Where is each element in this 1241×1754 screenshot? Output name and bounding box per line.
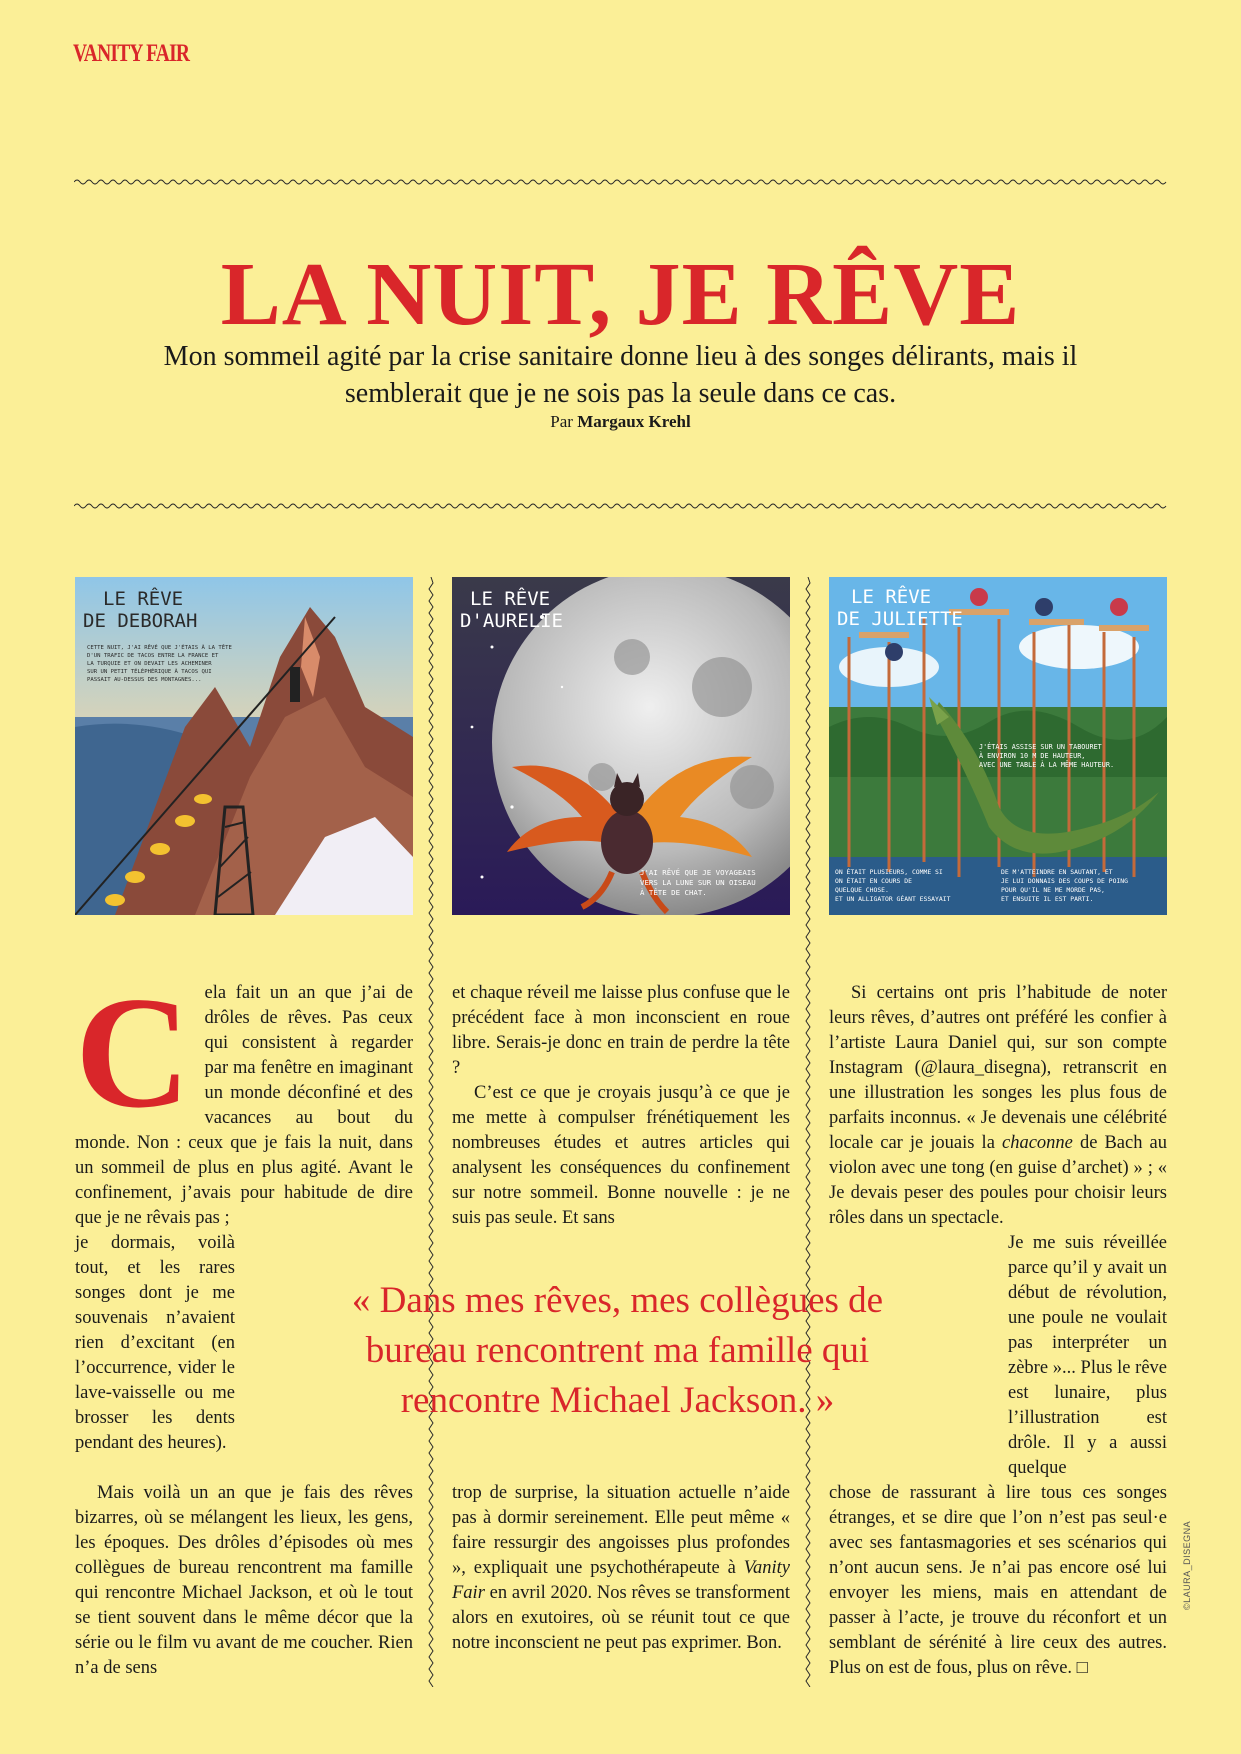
illus1-caption-line-1: CETTE NUIT, J'AI RÊVÉ QUE J'ÉTAIS À LA TÊTE	[87, 645, 232, 651]
illus1-caption-line-3: LA TURQUIE ET ON DEVAIT LES ACHEMINER	[87, 661, 212, 667]
column-divider-1	[428, 577, 434, 1687]
article-title: LA NUIT, JE RÊVE	[220, 245, 1021, 344]
column-2-bottom	[452, 1481, 790, 1656]
illus3-caption-right-line-4: ET ENSUITE IL EST PARTI.	[1001, 895, 1094, 903]
illus3-caption-right-line-1: DE M'ATTEINDRE EN SAUTANT, ET	[1001, 868, 1113, 876]
illus3-caption-left-line-1: ON ÉTAIT PLUSIEURS, COMME SI	[835, 868, 943, 876]
illus2-title-line1: LE RÊVE	[470, 588, 551, 610]
illus1-caption-line-2: D'UN TRAFIC DE TACOS ENTRE LA FRANCE ET	[87, 653, 219, 659]
col2-magazine-name: Vanity Fair	[452, 1558, 790, 1603]
top-wavy-rule	[74, 176, 1168, 188]
illus3-caption-left-line-3: QUELQUE CHOSE.	[835, 886, 889, 894]
col3-paragraph-2: chose de rassurant à lire tous ces songes étranges, et se dire que l’on n’est pas seul·e avec ses fantasmagories et ses scénarios qui n’ont aucun sens. Je n’ai pas encore osé lui envoyer les miens, mais en attendant de passer à l’acte, je trouve du réconfort et un semblant de sérénité à lire ceux des autres. Plus on est de fous, plus on rêve. □	[829, 1483, 1167, 1678]
column-3-wrap	[1008, 1231, 1167, 1481]
bottom-wavy-rule	[74, 500, 1168, 512]
vanity-fair-logo: VANITY FAIR	[73, 40, 190, 67]
illus3-caption-right-line-2: JE LUI DONNAIS DES COUPS DE POING	[1001, 877, 1128, 885]
col1-wrap-text: je dormais, voilà tout, et les rares songes dont je me souvenais n’avaient rien d’excitant (en l’occurrence, vider le lave-vaisselle ou me brosser les dents pendant des heures).	[75, 1233, 235, 1453]
byline	[0, 412, 1241, 432]
illus3-caption-right-line-3: POUR QU'IL NE ME MORDE PAS,	[1001, 886, 1105, 894]
illustration-aurelie	[452, 577, 790, 915]
column-3	[829, 981, 1167, 1231]
illus3-caption-line-2: À ENVIRON 10 M DE HAUTEUR,	[979, 752, 1086, 760]
illus3-caption-left-line-4: ET UN ALLIGATOR GÉANT ESSAYAIT	[835, 895, 951, 903]
drop-cap: C	[75, 963, 191, 1141]
illus1-caption-line-4: SUR UN PETIT TÉLÉPHÉRIQUE À TACOS QUI	[87, 669, 212, 675]
illus2-caption-line-1: J'AI RÊVÉ QUE JE VOYAGEAIS	[640, 868, 756, 877]
col1-text: ela fait un an que j’ai de drôles de rêves. Pas ceux qui consistent à regarder par ma fenêtre en imaginant un monde déconfiné et des vacances au bout du monde. Non : ceux que je fais la nuit, dans un sommeil de plus en plus agité. Avant le confinement, j’avais pour habitude de dire que je ne rêvais pas ;	[75, 983, 413, 1228]
column-1	[75, 963, 413, 1231]
illustration-juliette	[829, 577, 1167, 915]
col3-wrap-text: Je me suis réveillée parce qu’il y avait un début de révolution, une poule ne voulait pas interpréter un zèbre »... Plus le rêve est lunaire, plus l’illustration est drôle. Il y a aussi quelque	[1008, 1233, 1167, 1478]
illus1-caption-line-5: PASSAIT AU-DESSUS DES MONTAGNES...	[87, 677, 202, 683]
col3-paragraph-1	[829, 981, 1167, 1231]
illus2-caption-line-3: À TÊTE DE CHAT.	[640, 888, 707, 897]
photo-credit: ©LAURA_DISEGNA	[1182, 1520, 1192, 1610]
col3-chaconne: chaconne	[1001, 1133, 1073, 1153]
col2-paragraph-3	[452, 1481, 790, 1656]
col1-paragraph-2: Mais voilà un an que je fais des rêves bizarres, où se mélangent les lieux, les gens, les époques. Des drôles d’épisodes où mes collègues de bureau rencontrent ma famille qui rencontre Michael Jackson, et où le tout se tient souvent dans le même décor que la série ou le film vu avant de me coucher. Rien n’a de sens	[75, 1483, 413, 1678]
illus2-title-line2: D'AURELIE	[460, 610, 563, 632]
col3-text-b: de Bach au violon avec une tong (en guise d’archet) » ; « Je devais peser des poules pour choisir leurs rôles dans un spectacle.	[829, 1133, 1168, 1228]
col2-text-b: en avril 2020. Nos rêves se transforment alors en exutoires, où se réunit tout ce que notre inconscient ne peut pas exprimer. Bon.	[452, 1583, 790, 1653]
col2-text-a: trop de surprise, la situation actuelle n’aide pas à dormir sereinement. Elle peut même « faire ressurgir des angoisses plus profondes », expliquait une psychothérapeute à	[452, 1483, 790, 1578]
col2-paragraph-1: et chaque réveil me laisse plus confuse que le précédent face à mon inconscient en roue libre. Serais-je donc en train de perdre la tête ?	[452, 983, 790, 1078]
column-1-wrap	[75, 1231, 235, 1456]
column-2	[452, 981, 790, 1231]
col1-paragraph-1	[75, 963, 413, 1231]
article-subtitle: Mon sommeil agité par la crise sanitaire donne lieu à des songes délirants, mais il semblerait que je ne sois pas la seule dans ce cas.	[163, 341, 1078, 409]
column-1-bottom	[75, 1481, 413, 1681]
illus2-caption-line-2: VERS LA LUNE SUR UN OISEAU	[640, 878, 756, 887]
illus3-caption-left-line-2: ON ÉTAIT EN COURS DE	[835, 877, 912, 885]
author-name: Margaux Krehl	[577, 412, 691, 431]
pull-quote: « Dans mes rêves, mes collègues de bureau rencontrent ma famille qui rencontre Michael Jackson. »	[351, 1280, 884, 1421]
byline-prefix: Par	[550, 412, 573, 431]
illus3-title-line1: LE RÊVE	[851, 586, 932, 608]
illus1-title-line2: DE DEBORAH	[83, 610, 198, 632]
illus3-caption-line-1: J'ÉTAIS ASSISE SUR UN TABOURET	[979, 743, 1102, 751]
illus3-title-line2: DE JULIETTE	[837, 608, 963, 630]
column-divider-2	[805, 577, 811, 1687]
illus3-caption-line-3: AVEC UNE TABLE À LA MÊME HAUTEUR.	[979, 761, 1115, 769]
col2-paragraph-2: C’est ce que je croyais jusqu’à ce que je me mette à compulser frénétiquement les nombreuses études et autres articles qui analysent les conséquences du confinement sur notre sommeil. Bonne nouvelle : je ne suis pas seule. Et sans	[452, 1083, 790, 1228]
illustration-deborah	[75, 577, 413, 915]
column-3-bottom	[829, 1481, 1167, 1681]
col3-text-a: Si certains ont pris l’habitude de noter leurs rêves, d’autres ont préféré les confier à l’artiste Laura Daniel qui, sur son compte Instagram (@laura_disegna), retranscrit en une illustration les songes les plus fous de parfaits inconnus. « Je devenais une célébrité locale car je jouais la	[829, 983, 1167, 1153]
illus1-title-line1: LE RÊVE	[103, 588, 184, 610]
